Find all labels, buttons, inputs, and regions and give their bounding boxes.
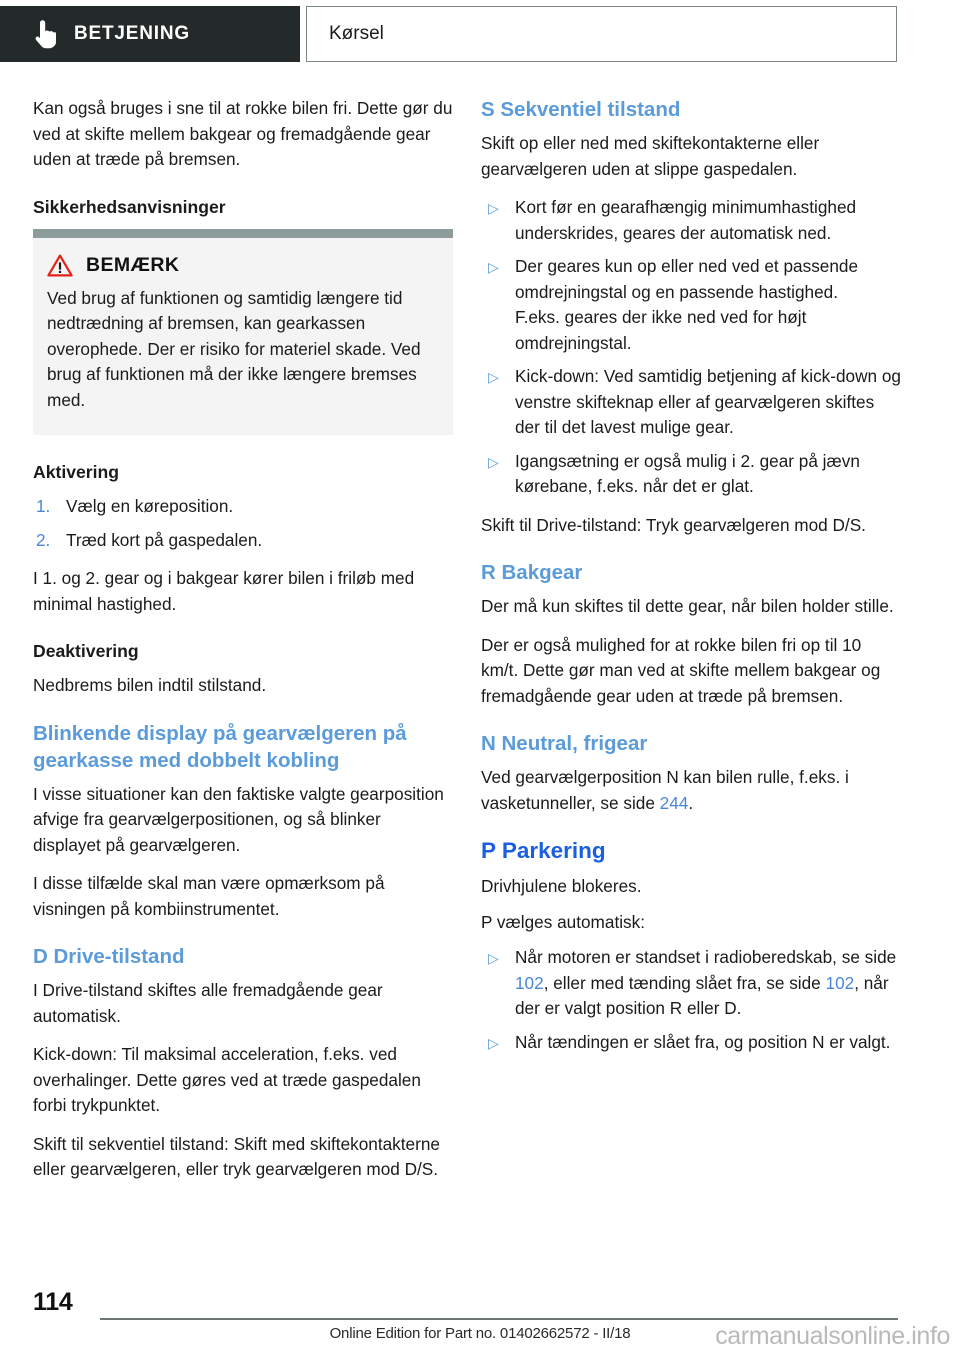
left-column [33, 96, 453, 1196]
sequential-bullet-list [481, 195, 901, 500]
list-item-text: Der geares kun op eller ned ved et passende omdrejningstal og en passende hastighed. [515, 256, 859, 302]
parking-bullet-1-b: , eller med tænding slået fra, se side [543, 972, 826, 993]
intro-paragraph: Kan også bruges i sne til at rokke bilen fri. Dette gør du ved at skifte mellem bakgear og fremadgående gear uden at træde på bremsen. [33, 98, 453, 169]
list-item-text: Når tændingen er slået fra, og position N er valgt. [515, 1031, 891, 1052]
warning-triangle-icon [47, 254, 73, 277]
triangle-bullet-icon: ▷ [488, 369, 499, 385]
triangle-bullet-icon: ▷ [488, 453, 499, 470]
heading-parkering: P Parkering [481, 838, 606, 863]
parking-bullet-list [481, 945, 901, 1055]
heading-sikkerhedsanvisninger: Sikkerhedsanvisninger [33, 196, 226, 217]
deactivation-text: Nedbrems bilen indtil stilstand. [33, 675, 267, 695]
blinking-paragraph-2: I disse tilfælde skal man være opmærksom på visningen på kombiinstrumentet. [33, 873, 385, 919]
page-number: 114 [33, 1288, 73, 1316]
heading-neutral-frigear: N Neutral, frigear [481, 732, 648, 755]
notice-body: Ved brug af funktionen og samtidig længere tid nedtrædning af bremsen, kan gearkassen overophede. Der er risiko for materiel skade. Ved brug af funktionen må der ikke længere bremses med. [47, 287, 421, 410]
heading-blinkende-display: Blinkende display på gearvælgeren på gearkasse med dobbelt kobling [33, 721, 407, 772]
drive-paragraph-3: Skift til sekventiel tilstand: Skift med skiftekontakterne eller gearvælgeren, eller tryk gearvælgeren mod D/S. [33, 1133, 440, 1179]
drive-paragraph-2: Kick-down: Til maksimal acceleration, f.eks. ved overhalinger. Dette gøres ved at træde gaspedalen forbi trykpunktet. [33, 1044, 421, 1115]
notice-title: BEMÆRK [86, 253, 180, 276]
page-footer [0, 1272, 960, 1362]
breadcrumb[interactable] [306, 6, 897, 62]
notice-box-bemaerk [33, 229, 453, 436]
parking-paragraph-1: Drivhjulene blokeres. [481, 876, 642, 896]
blinking-paragraph-1: I visse situationer kan den faktiske valgte gearposition afvige fra gearvælgerpositionen, og så blinker displayet på gearvælgeren. [33, 783, 444, 855]
watermark: carmanualsonline.info [715, 1322, 950, 1350]
list-item-text: Kort før en gearafhængig minimumhastighed underskrides, geares der automatisk ned. [515, 197, 857, 243]
notice-title-row [33, 254, 453, 277]
list-item [481, 195, 901, 246]
edition-note: Online Edition for Part no. 01402662572 - II/18 [329, 1325, 631, 1342]
heading-bakgear: R Bakgear [481, 561, 583, 584]
list-item-text: Vælg en køreposition. [66, 496, 234, 516]
reverse-paragraph-1: Der må kun skiftes til dette gear, når bilen holder stille. [481, 596, 894, 616]
triangle-bullet-icon: ▷ [488, 200, 499, 216]
list-item [33, 528, 453, 554]
list-item-text: Igangsætning er også mulig i 2. gear på jævn kørebane, f.eks. når det er glat. [515, 450, 860, 496]
list-item-number: 1. [36, 496, 51, 516]
right-column [481, 96, 901, 1068]
list-item [481, 449, 901, 500]
triangle-bullet-icon: ▷ [488, 259, 499, 275]
heading-drive-tilstand: D Drive-tilstand [33, 945, 185, 968]
heading-sekventiel-tilstand: S Sekventiel tilstand [481, 98, 681, 121]
reverse-paragraph-2: Der er også mulighed for at rokke bilen fri op til 10 km/t. Dette gør man ved at skifte mellem bakgear og fremadgående gear uden at træde på bremsen. [481, 634, 881, 706]
heading-deaktivering: Deaktivering [33, 641, 139, 661]
footer-divider [100, 1318, 898, 1320]
notice-top-bar [33, 229, 453, 238]
sequential-paragraph-1: Skift op eller ned med skiftekontakterne eller gearvælgeren uden at slippe gaspedalen. [481, 133, 820, 179]
parking-bullet-1-c: , når der er valgt position R eller D. [515, 972, 889, 1018]
section-tab-label: BETJENING [74, 23, 190, 44]
list-item-text: Kick-down: Ved samtidig betjening af kick-down og venstre skifteknap eller af gearvælgeren skiftes der til det lavest mulige gear. [515, 366, 901, 437]
sequential-closing-paragraph: Skift til Drive-tilstand: Tryk gearvælgeren mod D/S. [481, 514, 866, 535]
activation-steps-list [33, 494, 453, 553]
page-reference-link[interactable]: 244 [659, 792, 689, 813]
page-header [0, 6, 960, 62]
pointing-hand-icon [34, 19, 56, 49]
neutral-text-after: . [688, 792, 694, 813]
list-item-subtext: F.eks. geares der ikke ned ved for højt omdrejningstal. [515, 307, 807, 353]
page-reference-link[interactable]: 102 [515, 972, 544, 993]
list-item-number: 2. [36, 529, 51, 550]
list-item [481, 945, 901, 1022]
page-reference-link[interactable]: 102 [825, 972, 855, 993]
drive-paragraph-1: I Drive-tilstand skiftes alle fremadgående gear automatisk. [33, 980, 383, 1026]
parking-bullet-1-a: Når motoren er standset i radioberedskab, se side [515, 947, 897, 967]
list-item [481, 364, 901, 441]
activation-note: I 1. og 2. gear og i bakgear kører bilen i friløb med minimal hastighed. [33, 568, 415, 614]
parking-paragraph-2: P vælges automatisk: [481, 911, 645, 932]
breadcrumb-label: Kørsel [329, 23, 384, 44]
list-item-text: Træd kort på gaspedalen. [66, 529, 263, 550]
list-item [481, 1030, 901, 1056]
list-item [481, 254, 901, 356]
triangle-bullet-icon: ▷ [488, 950, 499, 966]
neutral-paragraph-1 [481, 765, 901, 816]
triangle-bullet-icon: ▷ [488, 1034, 499, 1051]
heading-aktivering: Aktivering [33, 462, 120, 482]
section-tab-betjening[interactable] [0, 6, 300, 62]
list-item [33, 494, 453, 520]
neutral-text-before: Ved gearvælgerposition N kan bilen rulle, f.eks. i vasketunneller, se side [481, 767, 849, 813]
